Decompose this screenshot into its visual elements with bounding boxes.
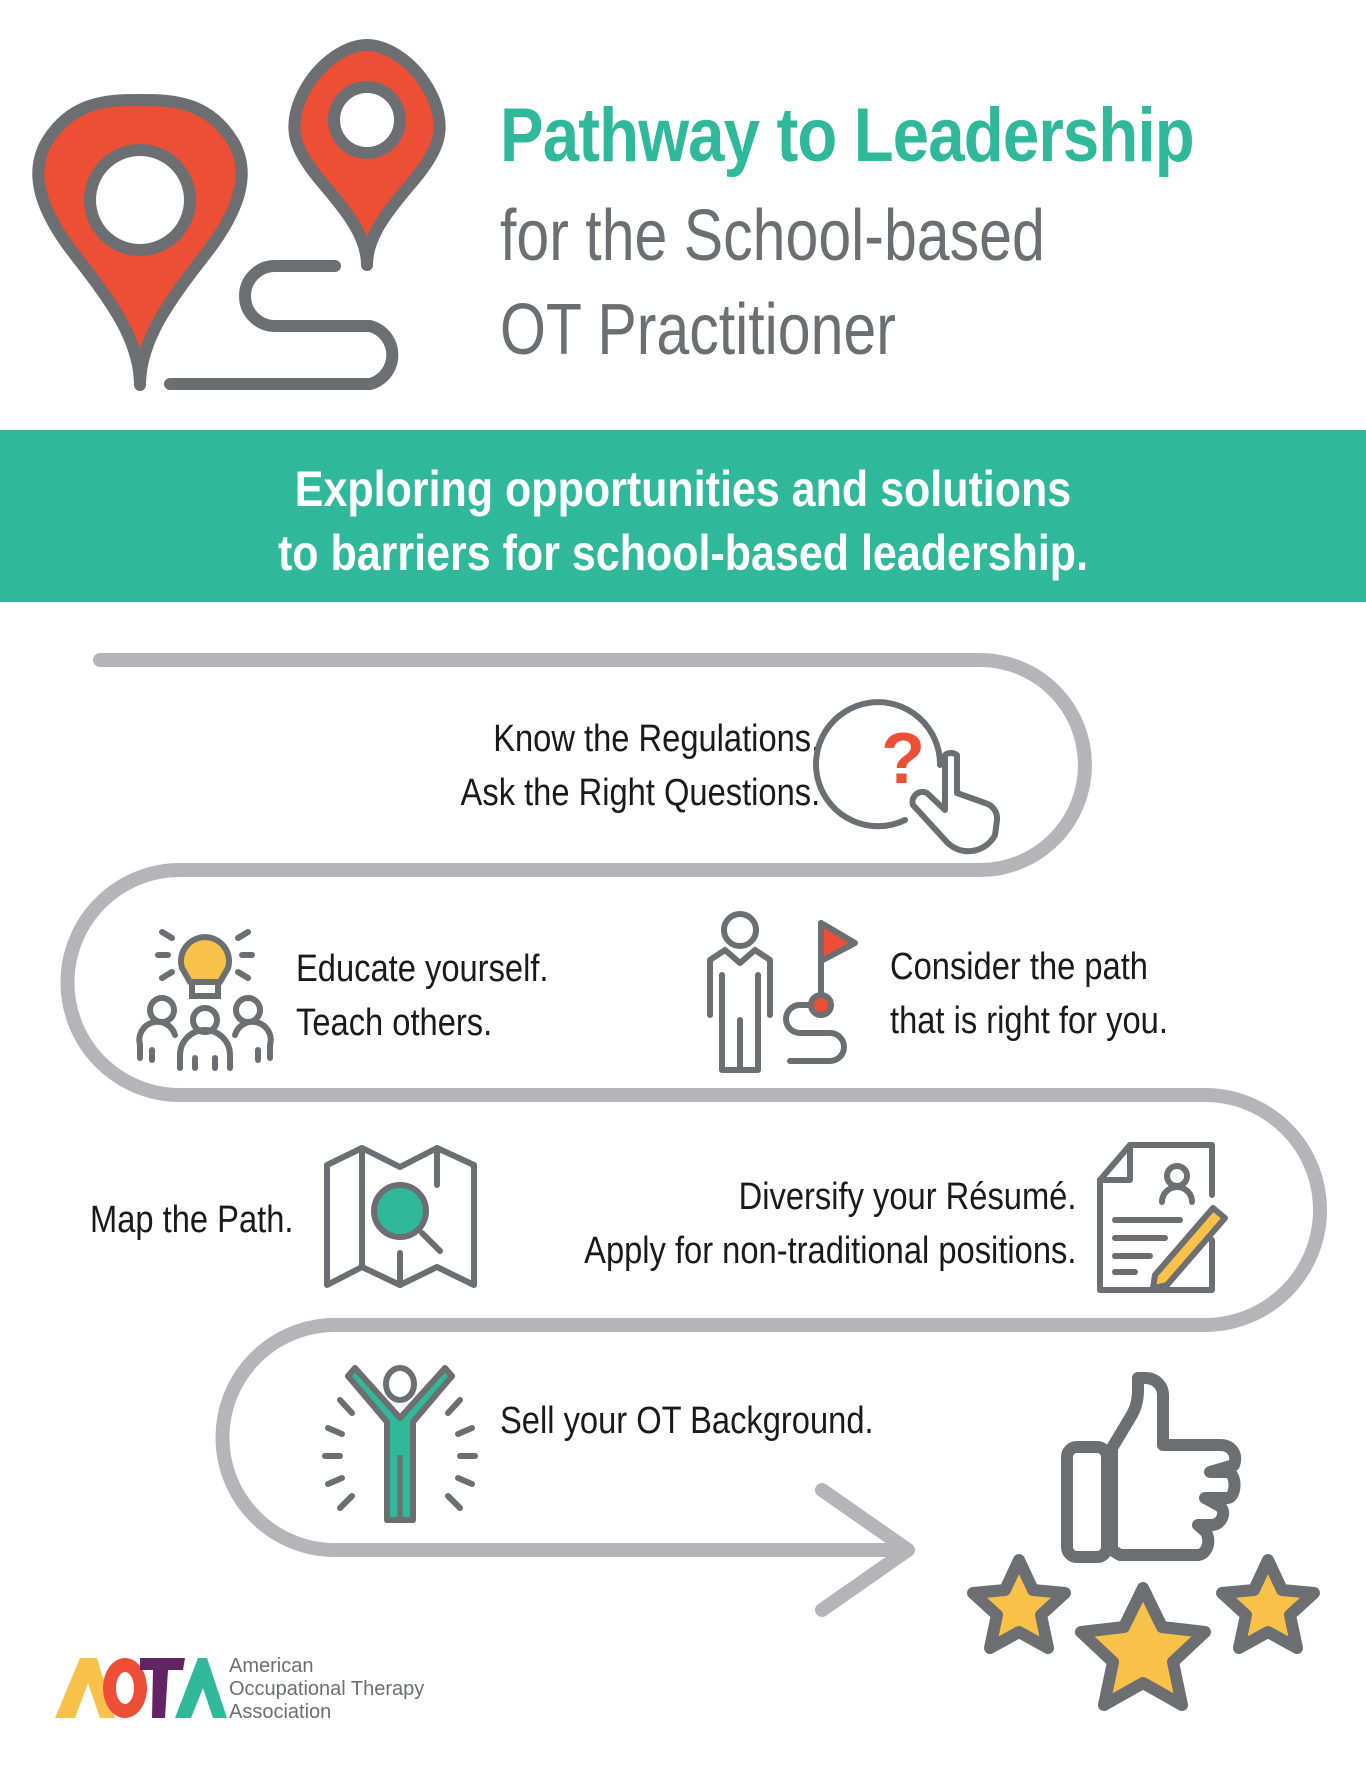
page-title: Pathway to Leadership xyxy=(500,93,1194,178)
step-1-line2: Ask the Right Questions. xyxy=(460,772,820,814)
org-line1: American xyxy=(229,1655,314,1677)
page-subtitle-line1: for the School-based xyxy=(500,196,1045,276)
org-line3: Association xyxy=(229,1701,332,1723)
step-1-line1: Know the Regulations. xyxy=(492,718,820,760)
resume-pencil-icon xyxy=(1095,1140,1230,1295)
step-5-line1: Diversify your Résumé. xyxy=(738,1176,1076,1218)
step-4-line1: Map the Path. xyxy=(90,1199,294,1241)
step-2-text xyxy=(296,942,549,1050)
step-2-line2: Teach others. xyxy=(296,1002,493,1044)
thumbs-up-three-stars-icon xyxy=(940,1360,1366,1773)
aota-logo xyxy=(55,1658,225,1718)
step-5-text xyxy=(584,1170,1076,1278)
step-3-text xyxy=(890,940,1168,1048)
step-3-line1: Consider the path xyxy=(890,946,1148,988)
question-touch-icon xyxy=(845,685,1015,850)
celebrating-person-icon xyxy=(320,1360,480,1520)
step-5-line2: Apply for non-traditional positions. xyxy=(583,1230,1076,1272)
step-6-text xyxy=(500,1394,874,1448)
banner-line-2: to barriers for school-based leadership. xyxy=(277,525,1089,581)
page-subtitle-line2: OT Practitioner xyxy=(500,290,896,370)
banner-line-1: Exploring opportunities and solutions xyxy=(294,461,1072,517)
step-4-text xyxy=(90,1193,293,1247)
step-2-line1: Educate yourself. xyxy=(296,948,549,990)
person-flag-path-icon xyxy=(700,905,850,1075)
map-search-icon xyxy=(322,1145,482,1290)
org-line2: Occupational Therapy xyxy=(229,1678,425,1700)
step-3-line2: that is right for you. xyxy=(890,1000,1168,1042)
svg-text:?: ? xyxy=(881,719,925,799)
lightbulb-group-icon xyxy=(130,910,280,1070)
step-1-text xyxy=(460,712,820,820)
aota-org-name xyxy=(229,1655,424,1724)
step-6-line1: Sell your OT Background. xyxy=(500,1400,874,1442)
